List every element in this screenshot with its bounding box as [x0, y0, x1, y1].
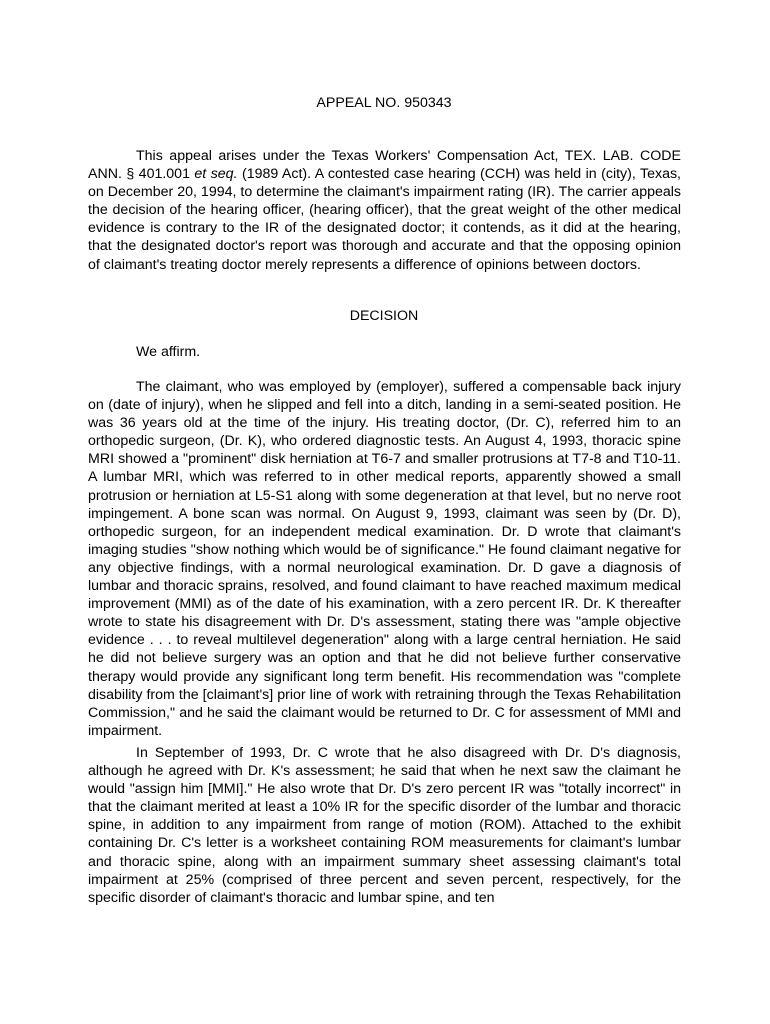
intro-text-part-1: This appeal arises under the Texas Workers' Compensation Act, TEX. LAB. CODE ANN. § 401.001 — [88, 148, 681, 183]
facts-paragraph-1: The claimant, who was employed by (employer), suffered a compensable back injury on (date of injury), when he slipped and fell into a ditch, landing in a semi-seated position. He was 36 years old at the time of the injury. His treating doctor, (Dr. C), referred him to an orthopedic surgeon, (Dr. K), who ordered diagnostic tests. An August 4, 1993, thoracic spine MRI showed a "prominent" disk herniation at T6-7 and smaller protrusions at T7-8 and T10-11. A lumbar MRI, which was referred to in other medical reports, apparently showed a small protrusion or herniation at L5-S1 along with some degeneration at that level, but no nerve root impingement. A bone scan was normal. On August 9, 1993, claimant was seen by (Dr. D), orthopedic surgeon, for an independent medical examination. Dr. D wrote that claimant's imaging studies "show nothing which would be of significance." He found claimant negative for any objective findings, with a normal neurological examination. Dr. D gave a diagnosis of lumbar and thoracic sprains, resolved, and found claimant to have reached maximum medical improvement (MMI) as of the date of his examination, with a zero percent IR. Dr. K thereafter wrote to state his disagreement with Dr. D's assessment, stating there was "ample objective evidence . . . to reveal multilevel degeneration" along with a large central herniation. He said he did not believe surgery was an option and that he did not believe further conservative therapy would provide any significant long term benefit. His recommendation was "complete disability from the [claimant's] prior line of work with retraining through the Texas Rehabilitation Commission," and he said the claimant would be returned to Dr. C for assessment of MMI and impairment. — [88, 379, 681, 739]
affirm-paragraph: We affirm. — [136, 344, 201, 360]
page-title: APPEAL NO. 950343 — [316, 95, 452, 111]
decision-heading: DECISION — [349, 308, 419, 324]
intro-text-part-2: (1989 Act). A contested case hearing (CCH) was held in (city), Texas, on December 20, 1994, to determine the claimant's impairment rating (IR). The carrier appeals the decision of the hearing officer, (hearing officer), that the great weight of the other medical evidence is contrary to the IR of the designated doctor; it contends, as it did at the hearing, that the designated doctor's report was thorough and accurate and that the opposing opinion of claimant's treating doctor merely represents a difference of opinions between doctors. — [88, 166, 681, 273]
intro-italic-citation: et seq. — [194, 166, 238, 183]
facts-paragraph-2: In September of 1993, Dr. C wrote that he also disagreed with Dr. D's diagnosis, although he agreed with Dr. K's assessment; he said that when he next saw the claimant he would "assign him [MMI]." He also wrote that Dr. D's zero percent IR was "totally incorrect" in that the claimant merited at least a 10% IR for the specific disorder of the lumbar and thoracic spine, in addition to any impairment from range of motion (ROM). Attached to the exhibit containing Dr. C's letter is a worksheet containing ROM measurements for claimant's lumbar and thoracic spine, along with an impairment summary sheet assessing claimant's total impairment at 25% (comprised of three percent and seven percent, respectively, for the specific disorder of claimant's thoracic and lumbar spine, and ten — [88, 745, 681, 906]
intro-paragraph — [88, 147, 681, 274]
